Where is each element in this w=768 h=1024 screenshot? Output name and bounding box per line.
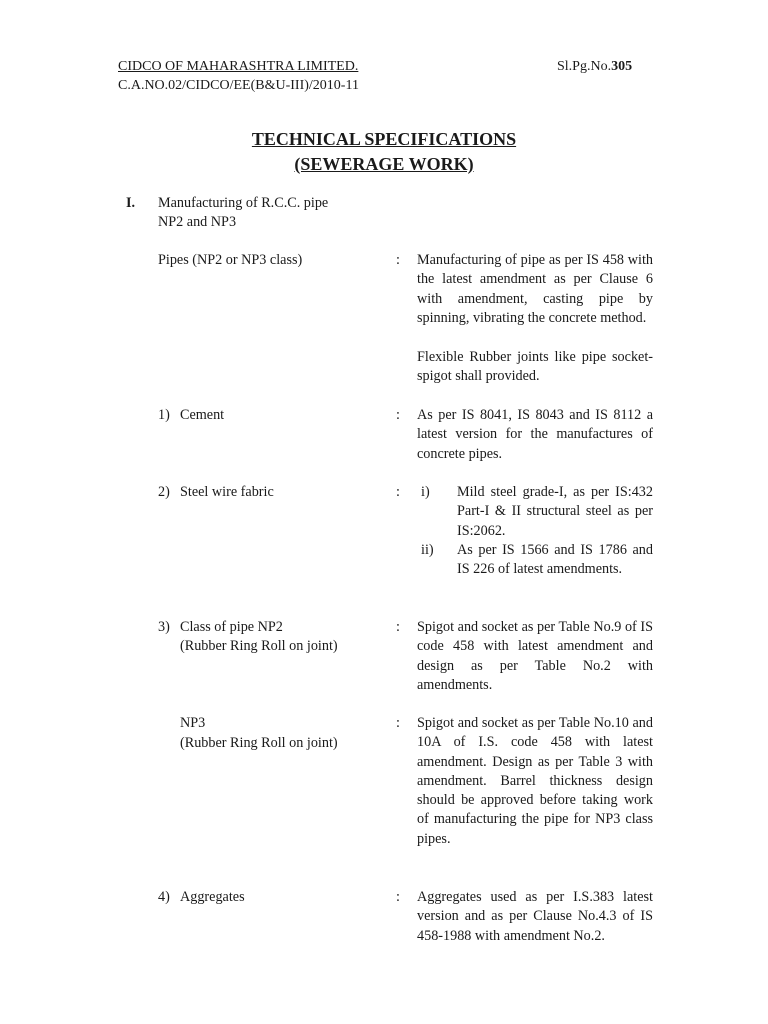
steel-sub-marker-1: i) — [421, 484, 430, 500]
np3-label: NP3 — [180, 715, 206, 731]
np3-description: Spigot and socket as per Table No.10 and 10A of I.S. code 458 with latest amendment. Design as per Table 3 with amendment. Barrel thickness design should be approved before taking work of manufacturing the pipe for NP3 class pipes. — [417, 715, 653, 847]
page-reference — [557, 57, 632, 76]
contract-number: C.A.NO.02/CIDCO/EE(B&U-III)/2010-11 — [118, 78, 359, 93]
pipes-label: Pipes (NP2 or NP3 class) — [158, 252, 303, 268]
aggregates-number: 4) — [158, 889, 170, 905]
pipes-description: Manufacturing of pipe as per IS 458 with the latest amendment as per Clause 6 with amendment, casting pipe by spinning, vibrating the concrete method. — [417, 252, 653, 326]
document-title — [0, 127, 768, 152]
np3-joint-label: (Rubber Ring Roll on joint) — [180, 735, 338, 751]
organization-name: CIDCO OF MAHARASHTRA LIMITED. — [118, 59, 359, 74]
cement-description: As per IS 8041, IS 8043 and IS 8112 a latest version for the manufactures of concrete pipes. — [417, 407, 653, 462]
aggregates-label: Aggregates — [180, 889, 245, 905]
cement-number: 1) — [158, 407, 170, 423]
np2-joint-label: (Rubber Ring Roll on joint) — [180, 638, 338, 654]
steel-number: 2) — [158, 484, 170, 500]
aggregates-colon: : — [396, 889, 400, 905]
section-heading-line-2: NP2 and NP3 — [158, 214, 237, 230]
pipes-joint-description: Flexible Rubber joints like pipe socket-spigot shall provided. — [417, 349, 653, 385]
title-line-1: TECHNICAL SPECIFICATIONS — [251, 129, 517, 149]
np2-description: Spigot and socket as per Table No.9 of IS code 458 with latest amendment and design as per Table No.2 with amendments. — [417, 619, 653, 693]
page-label: Sl.Pg.No. — [557, 59, 612, 74]
section-heading-line-1: Manufacturing of R.C.C. pipe — [158, 195, 329, 211]
aggregates-description: Aggregates used as per I.S.383 latest version and as per Clause No.4.3 of IS 458-1988 with amendment No.2. — [417, 889, 653, 944]
np2-number: 3) — [158, 619, 170, 635]
page-number: 305 — [611, 59, 633, 74]
title-line-2: (SEWERAGE WORK) — [294, 154, 474, 174]
pipes-colon: : — [396, 252, 400, 268]
steel-sub-marker-2: ii) — [421, 542, 434, 558]
document-subtitle — [0, 152, 768, 177]
steel-sub-item-2: As per IS 1566 and IS 1786 and IS 226 of latest amendments. — [457, 542, 653, 578]
section-number: I. — [126, 195, 136, 211]
steel-colon: : — [396, 484, 400, 500]
cement-label: Cement — [180, 407, 225, 423]
steel-label: Steel wire fabric — [180, 484, 274, 500]
np2-label: Class of pipe NP2 — [180, 619, 283, 635]
cement-colon: : — [396, 407, 400, 423]
np2-colon: : — [396, 619, 400, 635]
steel-sub-item-1: Mild steel grade-I, as per IS:432 Part-I & II structural steel as per IS:2062. — [457, 484, 653, 539]
np3-colon: : — [396, 715, 400, 731]
